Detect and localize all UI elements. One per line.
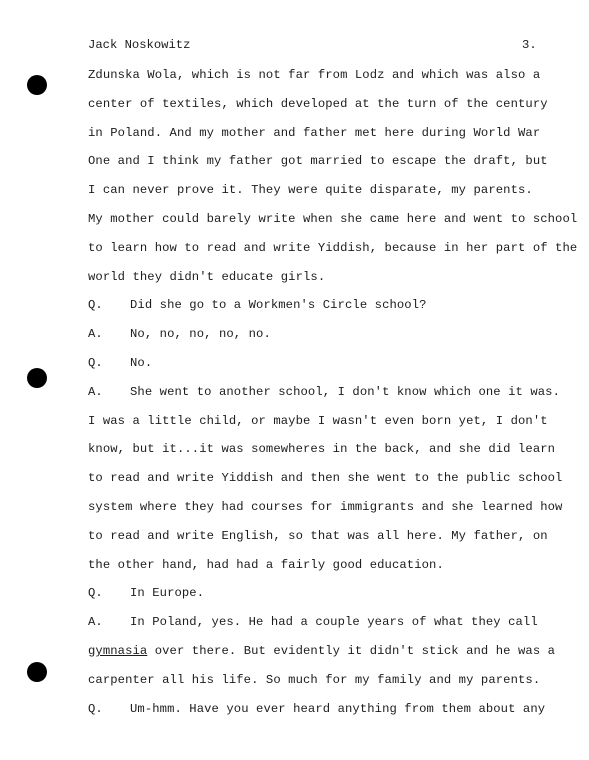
speaker-label: Q.	[88, 356, 103, 370]
line-text: No.	[130, 356, 153, 370]
line-text: No, no, no, no, no.	[130, 327, 271, 342]
line-text: in Poland. And my mother and father met here during World War	[88, 125, 541, 140]
line-text: One and I think my father got married to escape the draft, but	[88, 154, 548, 169]
transcript-line	[88, 326, 271, 342]
transcript-line	[88, 413, 548, 429]
transcript-line	[88, 153, 548, 169]
line-text: world they didn't educate girls.	[88, 269, 326, 284]
page-number: 3.	[522, 38, 537, 52]
transcript-line	[88, 355, 152, 371]
transcript-line	[88, 470, 562, 486]
transcript-line	[88, 67, 540, 83]
line-text: to learn how to read and write Yiddish, because in her part of the	[88, 240, 578, 255]
transcript-line	[88, 557, 444, 573]
header-interviewee-name: Jack Noskowitz	[88, 38, 191, 52]
transcript-line	[88, 528, 548, 544]
transcript-line	[88, 585, 204, 601]
line-text: In Europe.	[130, 586, 205, 601]
line-text: My mother could barely write when she came here and went to school	[88, 212, 578, 226]
transcript-line	[88, 297, 427, 313]
transcript-line	[88, 125, 540, 141]
transcript-line	[88, 96, 548, 112]
transcript-line	[88, 211, 577, 227]
speaker-label: Q.	[88, 701, 103, 716]
transcript-line	[88, 240, 577, 256]
line-text: Did she go to a Workmen's Circle school?	[130, 298, 427, 313]
binder-hole-bottom	[27, 662, 47, 682]
line-text: system where they had courses for immigrants and she learned how	[88, 500, 563, 514]
line-text: to read and write English, so that was all here. My father, on	[88, 528, 548, 543]
line-text: to read and write Yiddish and then she went to the public school	[88, 471, 563, 486]
transcript-line	[88, 499, 562, 515]
line-text: In Poland, yes. He had a couple years of what they call	[130, 615, 538, 630]
line-text: know, but it...it was somewheres in the back, and she did learn	[88, 442, 556, 457]
line-text: over there. But evidently it didn't stick and he was a	[147, 644, 556, 658]
speaker-label: Q.	[88, 298, 103, 313]
binder-hole-middle	[27, 368, 47, 388]
underlined-term: gymnasia	[88, 644, 148, 658]
speaker-label: A.	[88, 327, 103, 342]
line-text: I was a little child, or maybe I wasn't even born yet, I don't	[88, 413, 548, 428]
line-text: carpenter all his life. So much for my family and my parents.	[88, 672, 541, 687]
speaker-label: A.	[88, 384, 103, 399]
speaker-label: Q.	[88, 586, 103, 601]
speaker-label: A.	[88, 615, 103, 630]
transcript-line	[88, 269, 325, 285]
binder-hole-top	[27, 75, 47, 95]
transcript-line	[88, 182, 533, 198]
line-text: center of textiles, which developed at the turn of the century	[88, 96, 548, 111]
line-text: I can never prove it. They were quite disparate, my parents.	[88, 183, 533, 198]
line-text: the other hand, had had a fairly good education.	[88, 557, 444, 572]
line-text: She went to another school, I don't know which one it was.	[130, 384, 560, 399]
transcript-line	[88, 384, 560, 400]
transcript-line	[88, 441, 555, 457]
transcript-line	[88, 614, 538, 630]
line-text: Um-hmm. Have you ever heard anything from them about any	[130, 701, 546, 716]
transcript-line	[88, 701, 545, 717]
line-text: Zdunska Wola, which is not far from Lodz and which was also a	[88, 68, 541, 82]
transcript-line	[88, 672, 540, 688]
transcript-line	[88, 643, 555, 659]
